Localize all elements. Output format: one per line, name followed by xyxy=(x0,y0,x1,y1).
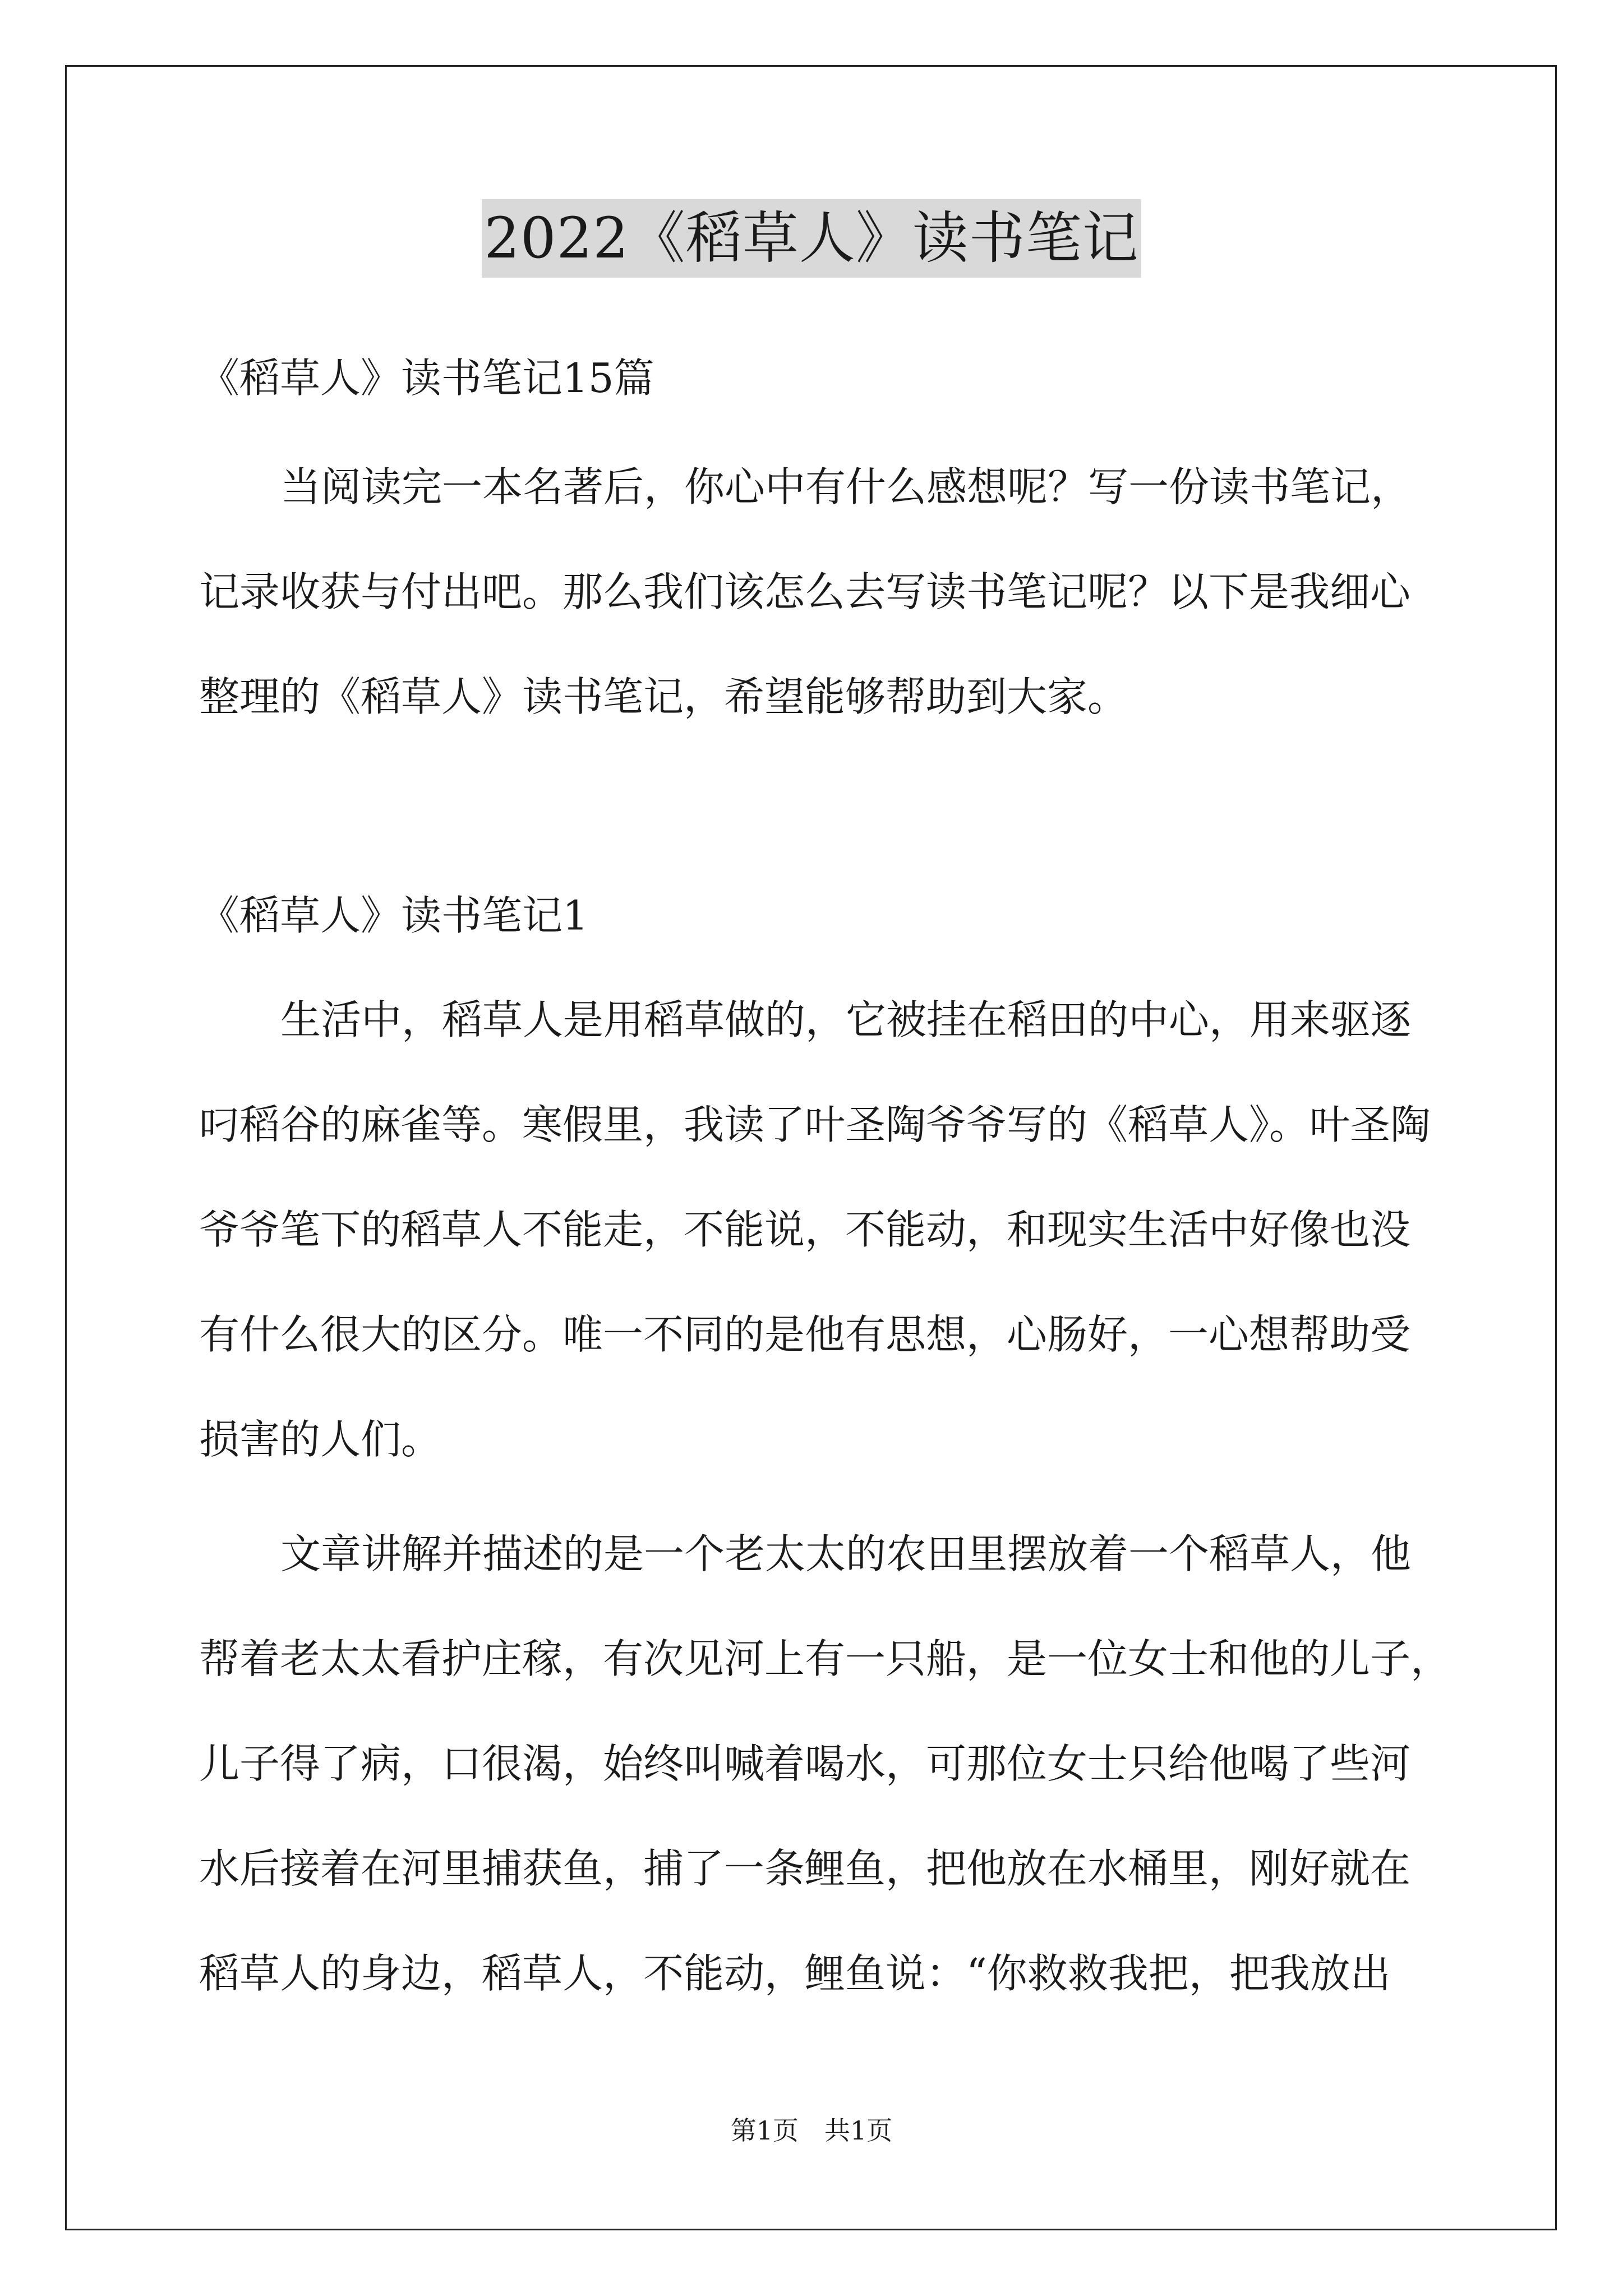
paragraph-line: 有什么很大的区分。唯一不同的是他有思想，心肠好，一心想帮助受 xyxy=(199,1311,1411,1358)
paragraph-line: 稻草人的身边，稻草人，不能动，鲤鱼说：“你救救我把，把我放出 xyxy=(199,1950,1391,1997)
paragraph-line: 儿子得了病，口很渴，始终叫喊着喝水，可那位女士只给他喝了些河 xyxy=(199,1740,1411,1787)
title-container xyxy=(0,199,1623,278)
intro-line: 整理的《稻草人》读书笔记，希望能够帮助到大家。 xyxy=(199,673,1128,720)
intro-line: 当阅读完一本名著后，你心中有什么感想呢？写一份读书笔记， xyxy=(280,463,1412,510)
document-title: 2022《稻草人》读书笔记 xyxy=(482,199,1141,278)
paragraph-line: 生活中，稻草人是用稻草做的，它被挂在稻田的中心，用来驱逐 xyxy=(280,996,1412,1043)
subtitle: 《稻草人》读书笔记15篇 xyxy=(199,355,654,402)
paragraph-line: 损害的人们。 xyxy=(199,1416,442,1463)
paragraph-line: 文章讲解并描述的是一个老太太的农田里摆放着一个稻草人，他 xyxy=(280,1530,1412,1577)
intro-line: 记录收获与付出吧。那么我们该怎么去写读书笔记呢？以下是我细心 xyxy=(199,568,1411,615)
paragraph-line: 帮着老太太看护庄稼，有次见河上有一只船，是一位女士和他的儿子， xyxy=(199,1635,1451,1682)
section-heading: 《稻草人》读书笔记1 xyxy=(199,892,588,939)
page-footer: 第1页 共1页 xyxy=(730,2115,893,2146)
paragraph-line: 叼稻谷的麻雀等。寒假里，我读了叶圣陶爷爷写的《稻草人》。叶圣陶 xyxy=(199,1101,1431,1148)
paragraph-line: 爷爷笔下的稻草人不能走，不能说，不能动，和现实生活中好像也没 xyxy=(199,1206,1411,1253)
paragraph-line: 水后接着在河里捕获鱼，捕了一条鲤鱼，把他放在水桶里，刚好就在 xyxy=(199,1845,1411,1892)
